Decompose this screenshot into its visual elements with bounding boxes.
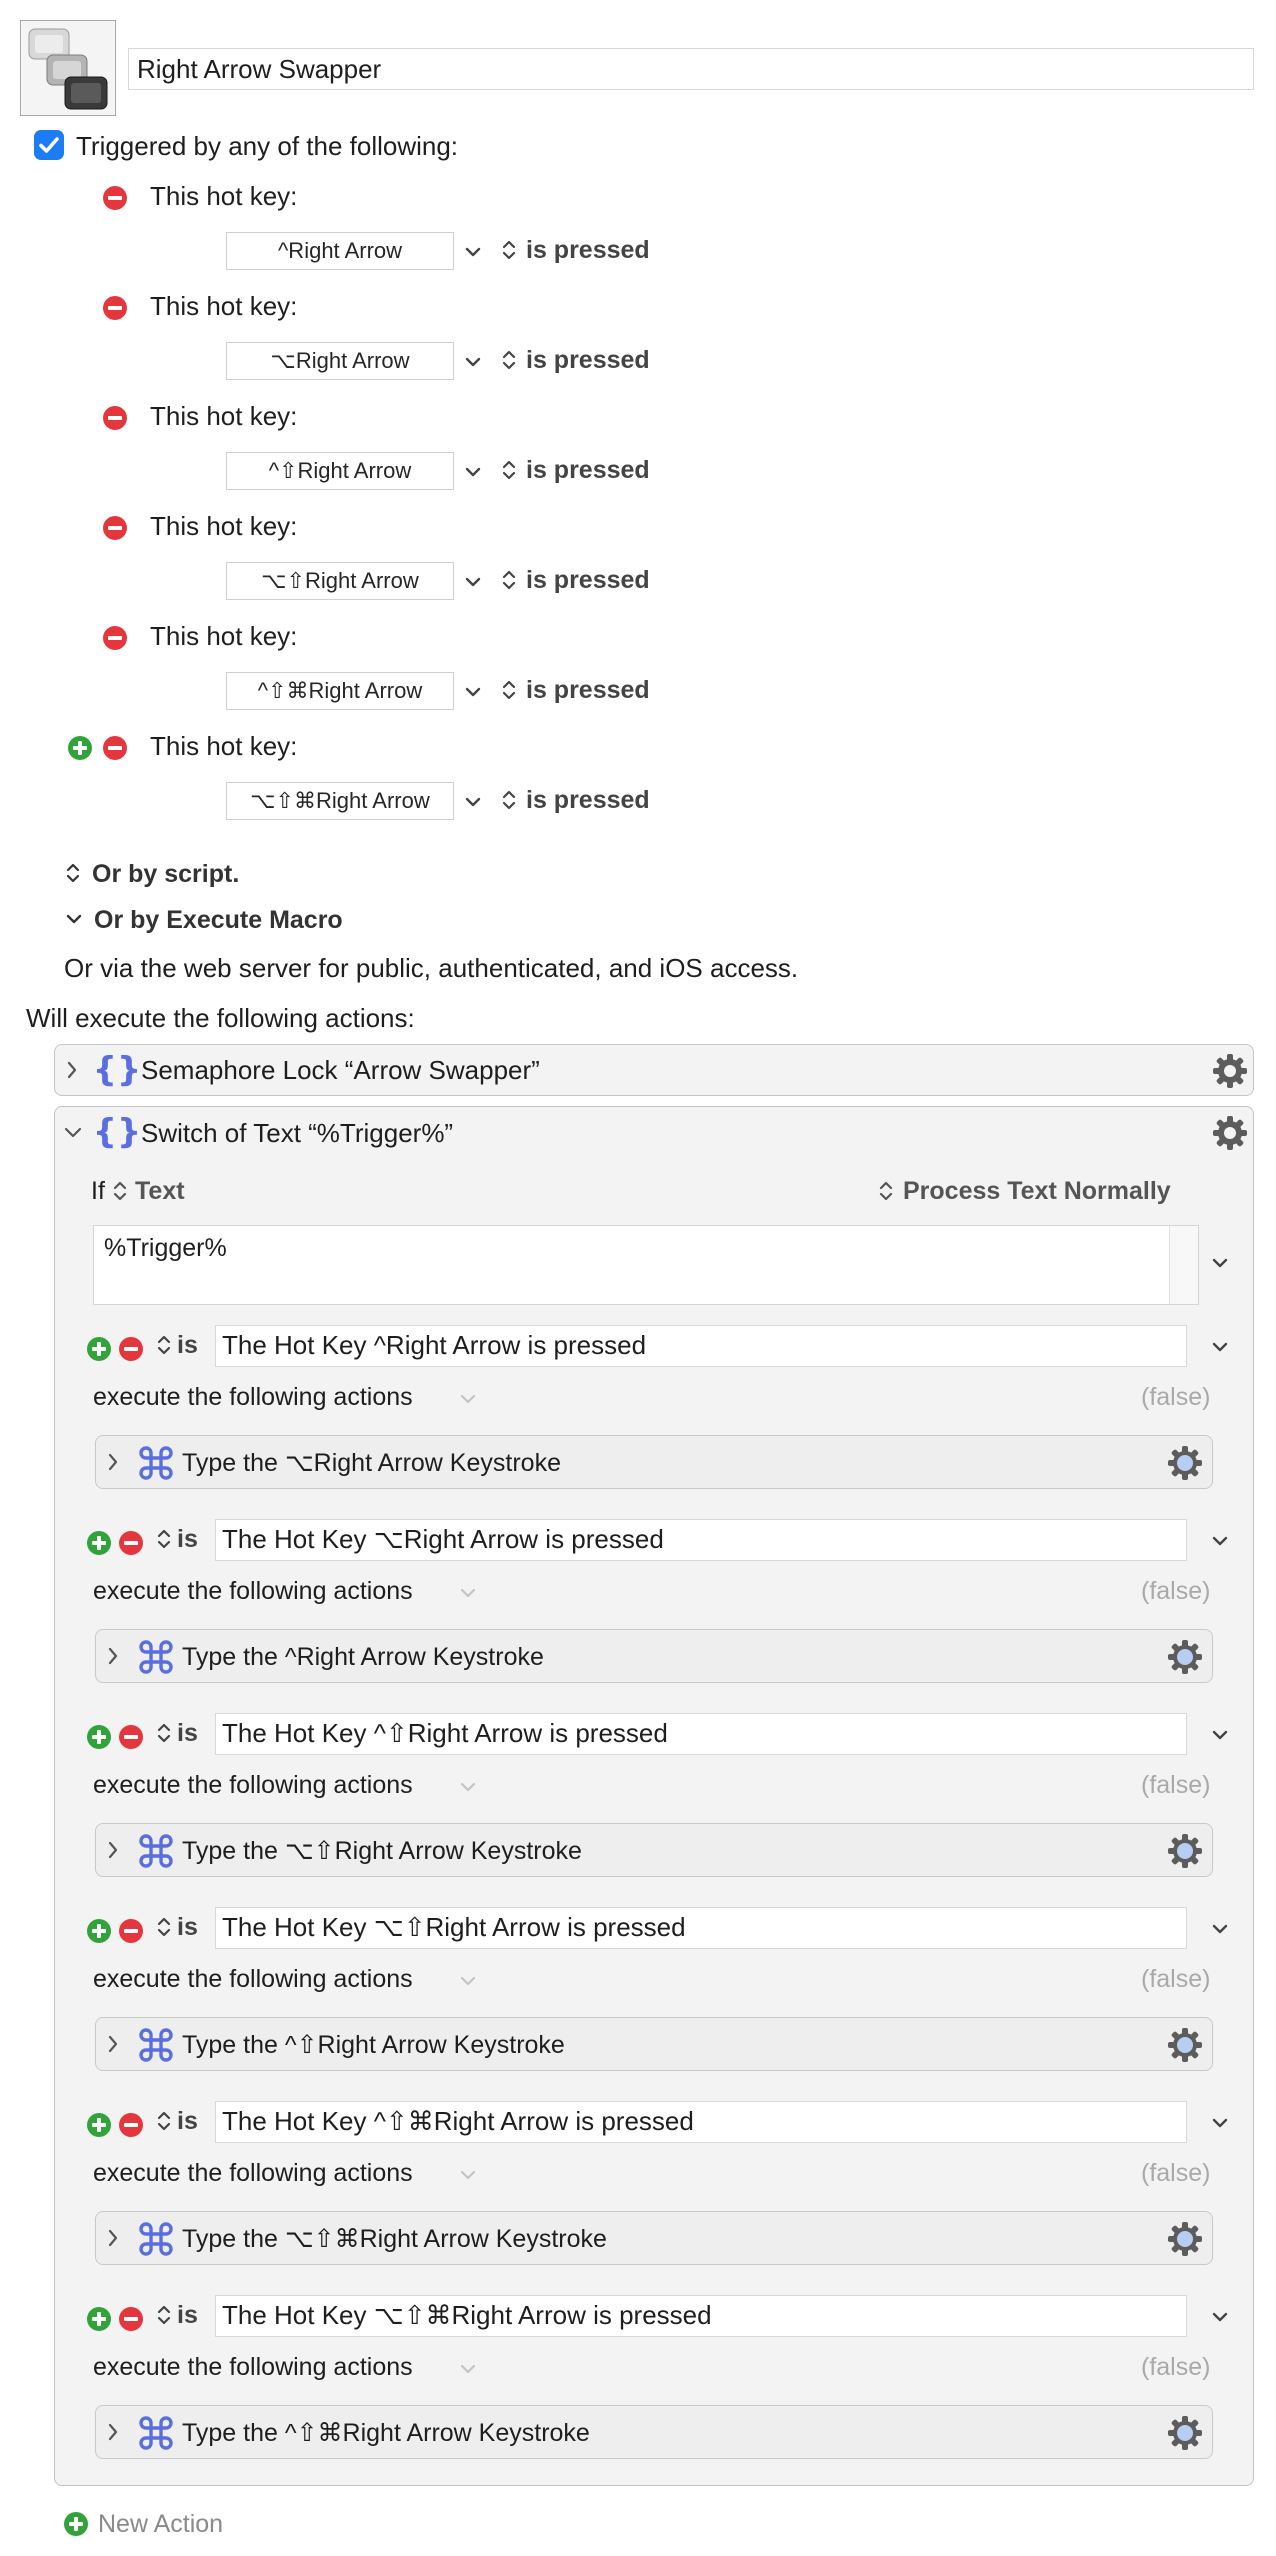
hotkey-trigger-label: This hot key: — [150, 731, 298, 761]
case-operator-label: is — [177, 1719, 198, 1747]
case-condition-field[interactable]: The Hot Key ⌥Right Arrow is pressed — [215, 1519, 1187, 1561]
updown-chevron-icon — [502, 457, 516, 483]
macro-name-field[interactable]: Right Arrow Swapper — [128, 48, 1254, 90]
hotkey-menu-chevron-icon[interactable] — [464, 796, 482, 810]
switch-title: Switch of Text “%Trigger%” — [141, 1118, 454, 1148]
updown-chevron-icon — [66, 860, 80, 886]
execute-label: execute the following actions — [93, 2159, 413, 2187]
add-icon — [64, 2512, 88, 2536]
actions-header: Will execute the following actions: — [26, 1003, 415, 1033]
gear-icon[interactable] — [1166, 1638, 1204, 1676]
braces-icon — [92, 1112, 142, 1152]
remove-case-button[interactable] — [119, 1337, 143, 1361]
remove-case-button[interactable] — [119, 1919, 143, 1943]
key-state-label: is pressed — [526, 346, 650, 374]
updown-chevron-icon — [157, 1720, 171, 1746]
svg-text:{}: {} — [92, 1050, 142, 1090]
add-case-button[interactable] — [87, 1919, 111, 1943]
type-keystroke-action[interactable] — [95, 2017, 1213, 2071]
case-menu-chevron-icon[interactable] — [1211, 1923, 1229, 1937]
gear-icon[interactable] — [1211, 1114, 1249, 1152]
chevron-right-icon[interactable] — [106, 1451, 120, 1473]
type-keystroke-action[interactable] — [95, 2211, 1213, 2265]
hotkey-trigger-label: This hot key: — [150, 401, 298, 431]
chevron-right-icon[interactable] — [106, 2033, 120, 2055]
chevron-right-icon[interactable] — [65, 1059, 79, 1081]
execute-label: execute the following actions — [93, 1577, 413, 1605]
chevron-right-icon[interactable] — [106, 1839, 120, 1861]
type-keystroke-title: Type the ^⇧⌘Right Arrow Keystroke — [182, 2419, 590, 2447]
gear-icon[interactable] — [1166, 2220, 1204, 2258]
remove-case-button[interactable] — [119, 2113, 143, 2137]
updown-chevron-icon — [157, 1914, 171, 1940]
updown-chevron-icon — [502, 567, 516, 593]
remove-trigger-button[interactable] — [103, 296, 127, 320]
updown-chevron-icon — [157, 1526, 171, 1552]
remove-trigger-button[interactable] — [103, 186, 127, 210]
chevron-down-icon — [66, 908, 82, 932]
case-operator-label: is — [177, 2107, 198, 2135]
type-keystroke-title: Type the ^Right Arrow Keystroke — [182, 1643, 544, 1671]
type-keystroke-action[interactable] — [95, 1823, 1213, 1877]
remove-case-button[interactable] — [119, 1725, 143, 1749]
triggered-checkbox[interactable] — [34, 130, 64, 160]
gear-icon[interactable] — [1211, 1052, 1249, 1090]
add-case-button[interactable] — [87, 2307, 111, 2331]
command-key-icon — [138, 2221, 174, 2257]
type-keystroke-title: Type the ^⇧Right Arrow Keystroke — [182, 2031, 565, 2059]
type-keystroke-title: Type the ⌥⇧⌘Right Arrow Keystroke — [182, 2225, 607, 2253]
hotkey-trigger-label: This hot key: — [150, 291, 298, 321]
type-keystroke-action[interactable] — [95, 1629, 1213, 1683]
case-condition-field[interactable]: The Hot Key ⌥⇧⌘Right Arrow is pressed — [215, 2295, 1187, 2337]
key-state-label: is pressed — [526, 566, 650, 594]
case-menu-chevron-icon[interactable] — [1211, 2311, 1229, 2325]
key-state-label: is pressed — [526, 786, 650, 814]
hotkey-field[interactable]: ⌥⇧Right Arrow — [226, 562, 454, 600]
chevron-right-icon[interactable] — [106, 1645, 120, 1667]
command-key-icon — [138, 2415, 174, 2451]
updown-chevron-icon — [502, 677, 516, 703]
case-operator-label: is — [177, 1913, 198, 1941]
remove-trigger-button[interactable] — [103, 736, 127, 760]
type-keystroke-action[interactable] — [95, 1435, 1213, 1489]
updown-chevron-icon — [113, 1178, 127, 1204]
case-menu-chevron-icon[interactable] — [1211, 1341, 1229, 1355]
or-by-script-label: Or by script. — [92, 860, 240, 888]
switch-text-area[interactable] — [93, 1225, 1199, 1305]
gear-icon[interactable] — [1166, 1832, 1204, 1870]
remove-trigger-button[interactable] — [103, 406, 127, 430]
updown-chevron-icon — [879, 1178, 893, 1204]
add-case-button[interactable] — [87, 1337, 111, 1361]
processing-value: Process Text Normally — [903, 1177, 1171, 1205]
svg-text:{}: {} — [92, 1112, 142, 1152]
false-status: (false) — [1141, 1383, 1211, 1411]
text-area-scrollbar[interactable] — [1169, 1226, 1198, 1304]
hotkey-menu-chevron-icon[interactable] — [464, 686, 482, 700]
macro-icon[interactable] — [20, 20, 116, 116]
hotkey-field[interactable]: ⌥⇧⌘Right Arrow — [226, 782, 454, 820]
chevron-right-icon[interactable] — [106, 2421, 120, 2443]
checkmark-icon — [34, 130, 64, 160]
case-operator-label: is — [177, 1331, 198, 1359]
hotkey-trigger-label: This hot key: — [150, 181, 298, 211]
execute-menu-chevron-icon[interactable] — [459, 1781, 477, 1795]
updown-chevron-icon — [157, 1332, 171, 1358]
chevron-down-icon[interactable] — [63, 1125, 83, 1141]
remove-case-button[interactable] — [119, 1531, 143, 1555]
case-menu-chevron-icon[interactable] — [1211, 1729, 1229, 1743]
execute-menu-chevron-icon[interactable] — [459, 2169, 477, 2183]
remove-trigger-button[interactable] — [103, 516, 127, 540]
key-state-label: is pressed — [526, 236, 650, 264]
command-key-icon — [138, 1445, 174, 1481]
updown-chevron-icon — [502, 237, 516, 263]
execute-label: execute the following actions — [93, 1771, 413, 1799]
execute-menu-chevron-icon[interactable] — [459, 1975, 477, 1989]
semaphore-lock-title: Semaphore Lock “Arrow Swapper” — [141, 1055, 540, 1085]
case-operator-label: is — [177, 2301, 198, 2329]
hotkey-trigger-label: This hot key: — [150, 621, 298, 651]
gear-icon[interactable] — [1166, 2026, 1204, 2064]
or-by-execute-macro-label: Or by Execute Macro — [94, 906, 343, 934]
case-condition-field[interactable]: The Hot Key ^Right Arrow is pressed — [215, 1325, 1187, 1367]
add-case-button[interactable] — [87, 2113, 111, 2137]
hotkey-menu-chevron-icon[interactable] — [464, 246, 482, 260]
false-status: (false) — [1141, 2159, 1211, 2187]
type-keystroke-title: Type the ⌥⇧Right Arrow Keystroke — [182, 1837, 582, 1865]
hotkey-menu-chevron-icon[interactable] — [464, 356, 482, 370]
updown-chevron-icon — [502, 347, 516, 373]
text-menu-chevron-icon[interactable] — [1211, 1257, 1229, 1271]
chevron-right-icon[interactable] — [106, 2227, 120, 2249]
add-case-button[interactable] — [87, 1531, 111, 1555]
hotkey-trigger-label: This hot key: — [150, 511, 298, 541]
key-state-label: is pressed — [526, 456, 650, 484]
command-key-icon — [138, 1639, 174, 1675]
hotkey-field[interactable]: ^⇧⌘Right Arrow — [226, 672, 454, 710]
switch-action[interactable] — [54, 1106, 1254, 2486]
false-status: (false) — [1141, 1965, 1211, 1993]
updown-chevron-icon — [157, 2108, 171, 2134]
execute-menu-chevron-icon[interactable] — [459, 1587, 477, 1601]
if-label: If — [91, 1177, 105, 1205]
web-server-text: Or via the web server for public, authenticated, and iOS access. — [64, 953, 799, 983]
case-condition-field[interactable]: The Hot Key ^⇧⌘Right Arrow is pressed — [215, 2101, 1187, 2143]
triggered-label: Triggered by any of the following: — [76, 131, 459, 161]
new-action-label: New Action — [98, 2510, 224, 2538]
false-status: (false) — [1141, 1577, 1211, 1605]
false-status: (false) — [1141, 1771, 1211, 1799]
hotkey-menu-chevron-icon[interactable] — [464, 576, 482, 590]
execute-menu-chevron-icon[interactable] — [459, 1393, 477, 1407]
execute-label: execute the following actions — [93, 1965, 413, 1993]
case-condition-field[interactable]: The Hot Key ⌥⇧Right Arrow is pressed — [215, 1907, 1187, 1949]
hotkey-field[interactable]: ^Right Arrow — [226, 232, 454, 270]
case-menu-chevron-icon[interactable] — [1211, 2117, 1229, 2131]
hotkey-field[interactable]: ⌥Right Arrow — [226, 342, 454, 380]
gear-icon[interactable] — [1166, 1444, 1204, 1482]
remove-case-button[interactable] — [119, 2307, 143, 2331]
gear-icon[interactable] — [1166, 2414, 1204, 2452]
hotkey-field[interactable]: ^⇧Right Arrow — [226, 452, 454, 490]
braces-icon — [92, 1050, 142, 1090]
case-menu-chevron-icon[interactable] — [1211, 1535, 1229, 1549]
execute-label: execute the following actions — [93, 2353, 413, 2381]
key-state-label: is pressed — [526, 676, 650, 704]
semaphore-lock-action[interactable] — [54, 1044, 1254, 1096]
source-value: Text — [135, 1177, 185, 1205]
case-condition-field[interactable]: The Hot Key ^⇧Right Arrow is pressed — [215, 1713, 1187, 1755]
execute-label: execute the following actions — [93, 1383, 413, 1411]
false-status: (false) — [1141, 2353, 1211, 2381]
case-operator-label: is — [177, 1525, 198, 1553]
updown-chevron-icon — [502, 787, 516, 813]
switch-text-value: %Trigger% — [104, 1234, 227, 1262]
remove-trigger-button[interactable] — [103, 626, 127, 650]
add-case-button[interactable] — [87, 1725, 111, 1749]
type-keystroke-action[interactable] — [95, 2405, 1213, 2459]
add-trigger-button[interactable] — [68, 736, 92, 760]
hotkey-menu-chevron-icon[interactable] — [464, 466, 482, 480]
command-key-icon — [138, 2027, 174, 2063]
updown-chevron-icon — [157, 2302, 171, 2328]
command-key-icon — [138, 1833, 174, 1869]
execute-menu-chevron-icon[interactable] — [459, 2363, 477, 2377]
type-keystroke-title: Type the ⌥Right Arrow Keystroke — [182, 1449, 561, 1477]
